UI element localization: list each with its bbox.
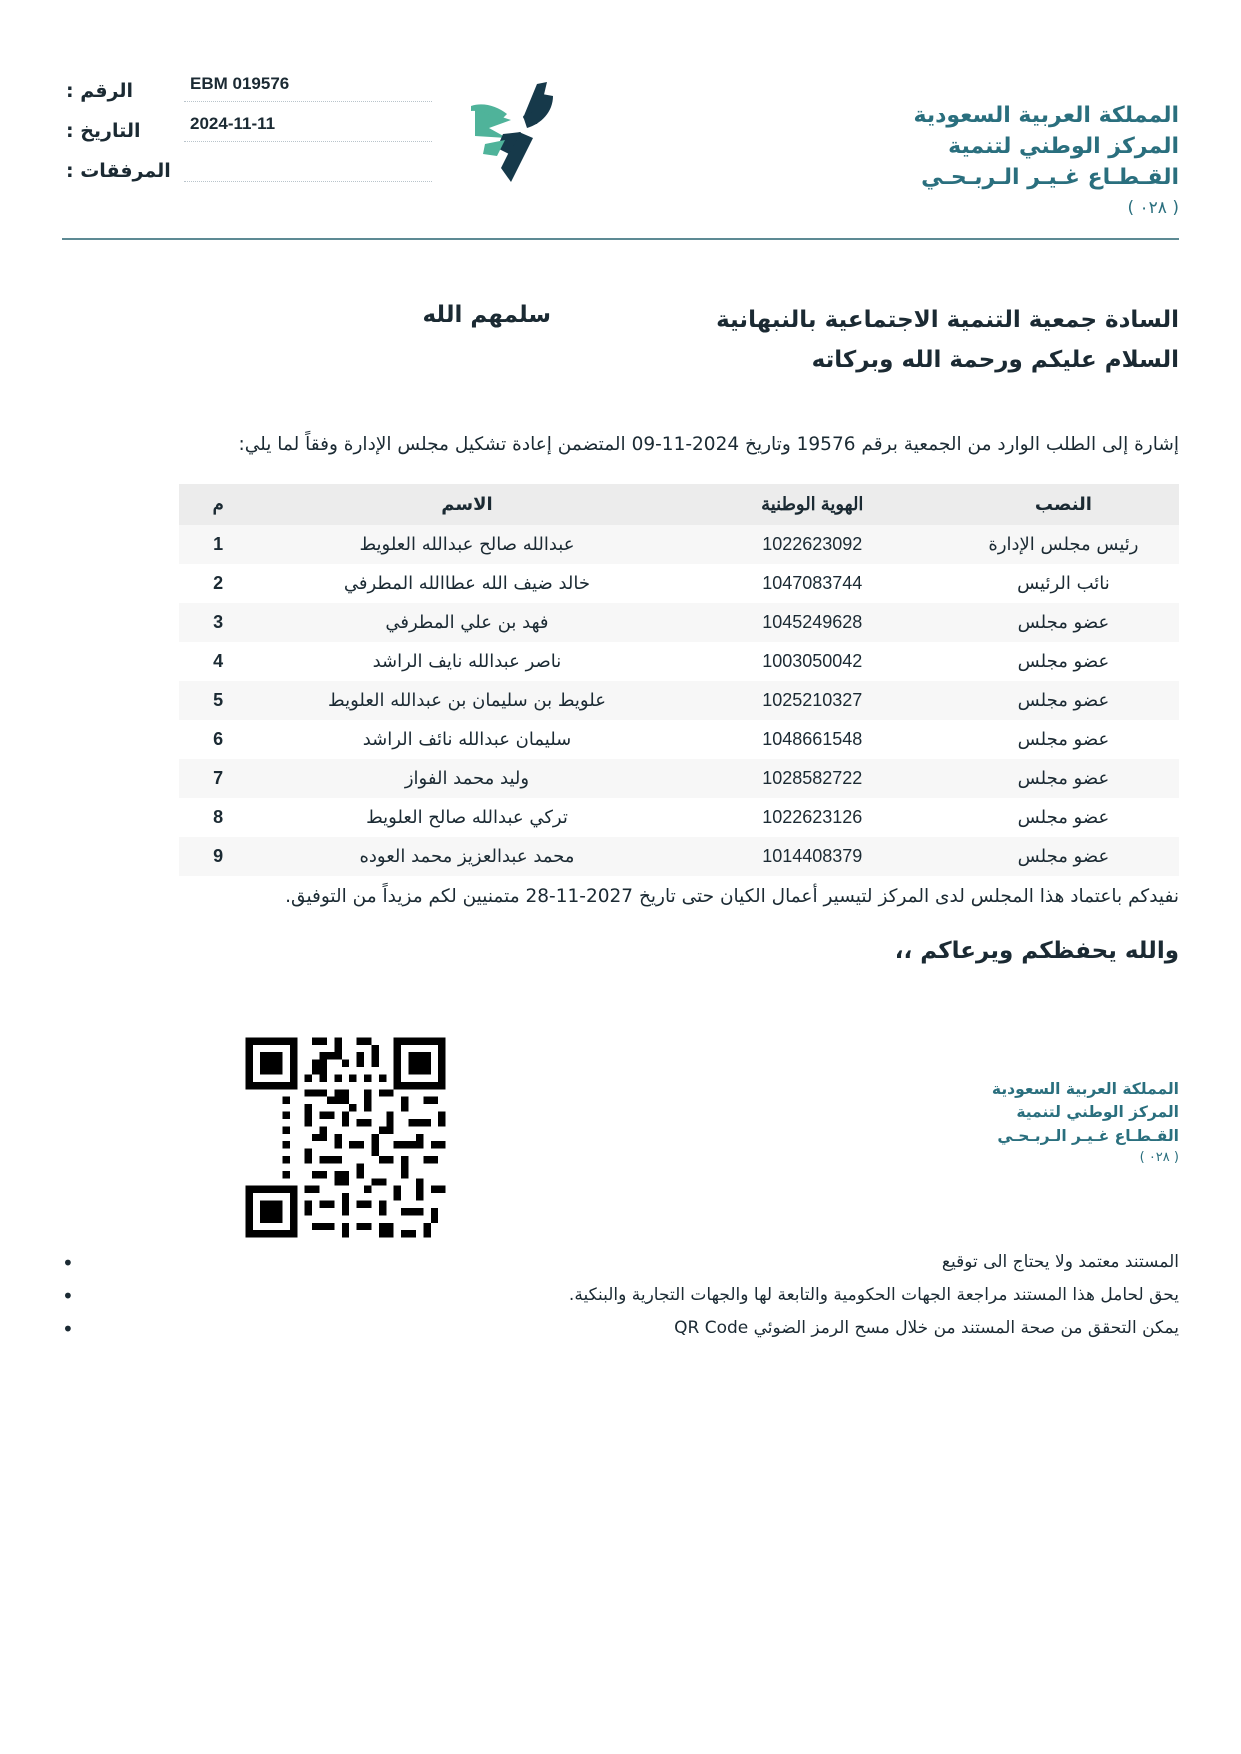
cell-role: عضو مجلس [1017, 729, 1110, 750]
meta-label-number: الرقم : [66, 80, 134, 102]
cell-name: ناصر عبدالله نايف الراشد [372, 651, 562, 672]
meta-value-attachments [184, 154, 432, 182]
cell-id: 1047083744 [762, 573, 863, 593]
cell-name: تركي عبدالله صالح العلويط [366, 807, 568, 828]
footer-brand-block [992, 1078, 1179, 1165]
addressee-name: السادة جمعية التنمية الاجتماعية بالنبهانية [716, 307, 1179, 333]
table-row [179, 603, 1179, 642]
header-divider [62, 238, 1179, 240]
closing-paragraph: نفيدكم باعتماد هذا المجلس لدى المركز لتيسير أعمال الكيان حتى تاريخ 2027-11-28 متمنيين لكم مزيداً من التوفيق. [285, 886, 1179, 907]
cell-name: سليمان عبدالله نائف الراشد [362, 729, 572, 750]
table-row [179, 681, 1179, 720]
table-row [179, 525, 1179, 564]
qr-code [238, 1030, 453, 1245]
cell-num: 7 [213, 768, 224, 788]
cell-name: عبدالله صالح عبدالله العلويط [359, 534, 575, 555]
footer-brand-line-2: المركز الوطني لتنمية [1016, 1103, 1179, 1122]
cell-role: عضو مجلس [1017, 768, 1110, 789]
header-role: النصب [948, 484, 1179, 525]
cell-role: نائب الرئيس [1017, 573, 1110, 594]
cell-num: 2 [213, 573, 224, 593]
table-row [179, 564, 1179, 603]
cell-role: رئيس مجلس الإدارة [988, 534, 1139, 555]
footer-brand-line-3: القـطـاع غـيـر الـربـحـي [997, 1126, 1179, 1145]
cell-role: عضو مجلس [1017, 651, 1110, 672]
addressee-block [62, 300, 1179, 381]
brand-line-1: المملكة العربية السعودية [913, 103, 1179, 128]
table-header-row [179, 484, 1179, 525]
cell-num: 4 [213, 651, 224, 671]
farewell-line: والله يحفظكم ويرعاكم ،، [894, 938, 1179, 964]
cell-num: 1 [213, 534, 224, 554]
footer-brand-code: ( ٠٢٨ ) [1139, 1149, 1179, 1165]
cell-id: 1022623092 [762, 534, 863, 554]
table-row [179, 759, 1179, 798]
meta-label-date: التاريخ : [66, 120, 141, 142]
cell-role: عضو مجلس [1017, 807, 1110, 828]
meta-row-date [62, 102, 432, 142]
cell-id: 1025210327 [762, 690, 863, 710]
table-row [179, 798, 1179, 837]
note-item: يمكن التحقق من صحة المستند من خلال مسح الرمز الضوئي QR Code • [62, 1312, 1179, 1345]
cell-id: 1022623126 [762, 807, 863, 827]
salutation-left: سلمهم الله [422, 302, 551, 328]
cell-name: وليد محمد الفواز [404, 768, 530, 789]
intro-paragraph: إشارة إلى الطلب الوارد من الجمعية برقم 19576 وتاريخ 2024-11-09 المتضمن إعادة تشكيل مجلس الإدارة وفقاً لما يلي: [238, 434, 1179, 455]
table-row [179, 837, 1179, 876]
cell-num: 8 [213, 807, 224, 827]
cell-num: 5 [213, 690, 224, 710]
cell-id: 1003050042 [762, 651, 863, 671]
board-members-table [179, 484, 1179, 876]
cell-name: فهد بن علي المطرفي [385, 612, 549, 633]
document-meta [62, 62, 432, 182]
brand-line-3: القـطـاع غـيـر الـربـحـي [921, 165, 1179, 191]
footer-brand-line-1: المملكة العربية السعودية [991, 1080, 1179, 1098]
cell-name: محمد عبدالعزيز محمد العوده [359, 846, 575, 867]
note-item: يحق لحامل هذا المستند مراجعة الجهات الحكومية والتابعة لها والجهات التجارية والبنكية. • [62, 1279, 1179, 1312]
cell-id: 1028582722 [762, 768, 863, 788]
note-item: المستند معتمد ولا يحتاج الى توقيع • [62, 1246, 1179, 1279]
table-row [179, 720, 1179, 759]
cell-num: 6 [213, 729, 224, 749]
cell-name: علويط بن سليمان بن عبدالله العلويط [327, 690, 606, 711]
cell-role: عضو مجلس [1017, 846, 1110, 867]
cell-role: عضو مجلس [1017, 690, 1110, 711]
meta-label-attachments: المرفقات : [66, 160, 171, 182]
ncnp-logo-icon [441, 62, 591, 202]
cell-num: 9 [213, 846, 224, 866]
cell-role: عضو مجلس [1017, 612, 1110, 633]
greeting-line: السلام عليكم ورحمة الله وبركاته [811, 347, 1179, 374]
header-name: الاسم [257, 484, 676, 525]
cell-name: خالد ضيف الله عطاالله المطرفي [343, 573, 591, 594]
brand-code: ( ٠٢٨ ) [1127, 197, 1179, 218]
cell-num: 3 [213, 612, 224, 632]
header-num: م [179, 484, 257, 525]
cell-id: 1045249628 [762, 612, 863, 632]
cell-id: 1048661548 [762, 729, 863, 749]
table-row [179, 642, 1179, 681]
meta-value-number: EBM 019576 [184, 74, 432, 102]
meta-row-attachments [62, 142, 432, 182]
footer-notes [62, 1246, 1179, 1345]
header-brand-block [913, 100, 1179, 218]
meta-row-number [62, 62, 432, 102]
meta-value-date: 2024-11-11 [184, 114, 432, 142]
document-header [62, 52, 1179, 218]
header-id: الهوية الوطنية [677, 484, 948, 525]
brand-line-2: المركز الوطني لتنمية [948, 134, 1179, 160]
cell-id: 1014408379 [762, 846, 863, 866]
